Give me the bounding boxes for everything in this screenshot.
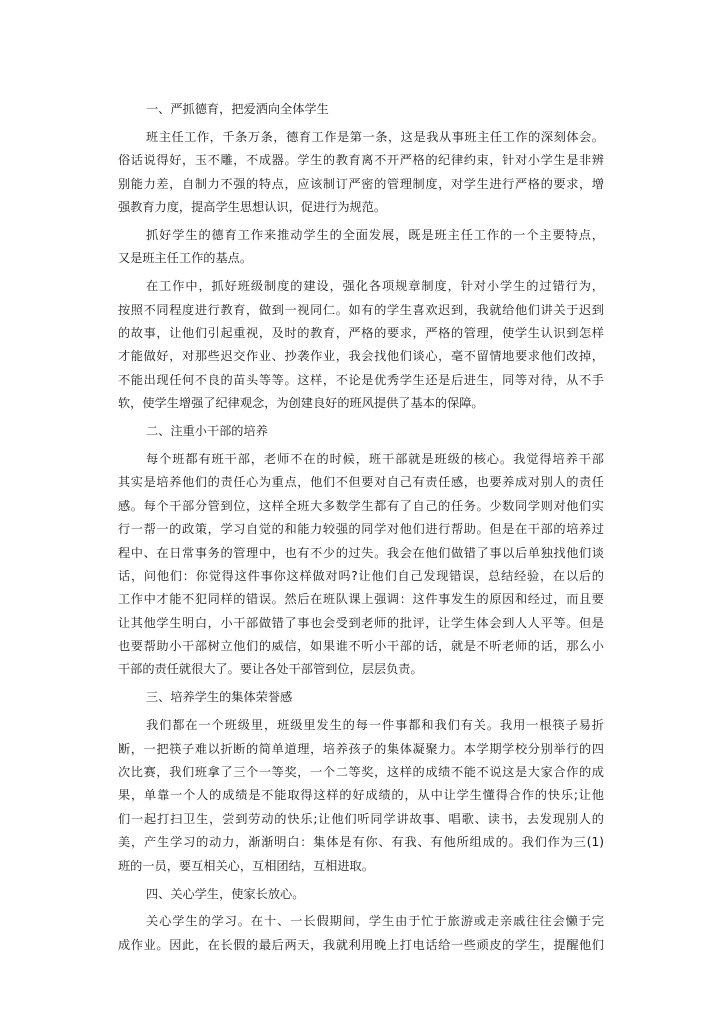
text-line: 班主任工作，千条万条，德育工作是第一条，这是我从事班主任工作的深刻体会。 [146, 129, 604, 144]
section-heading: 一、严抓德育，把爱洒向全体学生 [146, 102, 329, 116]
text-line: 也要帮助小干部树立他们的威信，如果谁不听小干部的话，就是不听老师的话，那么小 [118, 639, 604, 654]
text-line: 俗话说得好，玉不雕，不成器。学生的教育离不开严格的纪律约束，针对小学生是非辨 [118, 153, 604, 168]
document-page [118, 98, 604, 962]
text-line: 程中、在日常事务的管理中，也有不少的过失。我会在他们做错了事以后单独找他们谈 [118, 545, 604, 560]
text-line: 们一起打扫卫生，尝到劳动的快乐;让他们听同学讲故事、唱歌、读书，去发现别人的 [118, 811, 604, 826]
section [118, 686, 604, 878]
text-line: 果，单靠一个人的成绩是不能取得这样的好成绩的，从中让学生懂得合作的快乐;让他 [118, 788, 604, 803]
paragraph [118, 224, 604, 271]
text-line: 感。每个干部分管到位，这样全班大多数学生都有了自己的任务。少数同学则对他们实 [118, 498, 604, 513]
text-line: 班的一员，要互相关心，互相团结，互相进取。 [118, 858, 374, 873]
paragraph [118, 714, 604, 878]
section [118, 420, 604, 682]
text-line: 的故事，让他们引起重视，及时的教育，严格的要求，严格的管理，使学生认识到怎样 [118, 326, 604, 341]
text-line: 让其他学生明白，小干部做错了事也会受到老师的批评，让学生体会到人人平等。但是 [118, 615, 604, 630]
text-line: 又是班主任工作的基点。 [118, 251, 253, 266]
text-line: 次比赛，我们班拿了三个一等奖，一个二等奖，这样的成绩不能不说这是大家合作的成 [118, 765, 604, 780]
text-line: 美，产生学习的动力，渐渐明白：集体是有你、有我、有他所组成的。我们作为三(1) [118, 835, 604, 850]
paragraph [118, 910, 604, 957]
text-line: 成作业。因此，在长假的最后两天，我就利用晚上打电话给一些顽皮的学生，提醒他们 [118, 937, 604, 952]
text-line: 我们都在一个班级里，班级里发生的每一件事都和我们有关。我用一根筷子易折 [146, 718, 604, 733]
text-line: 软，使学生增强了纪律观念，为创建良好的班风提供了基本的保障。 [118, 396, 484, 411]
section-heading: 三、培养学生的集体荣誉感 [146, 690, 293, 705]
section [118, 98, 604, 416]
text-line: 行一帮一的政策，学习自觉的和能力较强的同学对他们进行帮助。但是在干部的培养过 [118, 522, 604, 537]
text-line: 每个班都有班干部，老师不在的时候，班干部就是班级的核心。我觉得培养干部 [146, 451, 604, 466]
text-line: 其实是培养他们的责任心为重点，他们不但要对自己有责任感，也要养成对别人的责任 [118, 475, 604, 490]
paragraph [118, 275, 604, 415]
text-line: 断，一把筷子难以折断的简单道理，培养孩子的集体凝聚力。本学期学校分别举行的四 [118, 741, 604, 756]
text-line: 话，问他们：你觉得这件事你这样做对吗?让他们自己发现错误，总结经验，在以后的 [118, 568, 604, 583]
text-line: 强教育力度，提高学生思想认识，促进行为规范。 [118, 200, 387, 215]
text-line: 才能做好，对那些迟交作业、抄袭作业，我会找他们谈心，毫不留情地要求他们改掉， [118, 349, 604, 364]
paragraph [118, 126, 604, 220]
text-line: 在工作中，抓好班级制度的建设，强化各项规章制度，针对小学生的过错行为， [146, 279, 604, 294]
text-line: 不能出现任何不良的苗头等等。这样，不论是优秀学生还是后进生，同等对待，从不手 [118, 372, 604, 387]
paragraph [118, 448, 604, 682]
text-line: 按照不同程度进行教育，做到一视同仁。如有的学生喜欢迟到，我就给他们讲关于迟到 [118, 302, 604, 317]
text-line: 别能力差，自制力不强的特点，应该制订严密的管理制度，对学生进行严格的要求，增 [118, 176, 604, 191]
text-line: 干部的责任就很大了。要让各处干部管到位，层层负责。 [118, 662, 423, 677]
text-line: 抓好学生的德育工作来推动学生的全面发展，既是班主任工作的一个主要特点， [146, 227, 604, 242]
section [118, 883, 604, 958]
text-line: 工作中才能不犯同样的错误。然后在班队课上强调：这件事发生的原因和经过，而且要 [118, 592, 604, 607]
section-heading: 四、关心学生，使家长放心。 [146, 886, 305, 901]
section-heading: 二、注重小干部的培养 [146, 424, 268, 439]
text-line: 关心学生的学习。在十、一长假期间，学生由于忙于旅游或走亲戚往往会懒于完 [146, 914, 604, 929]
